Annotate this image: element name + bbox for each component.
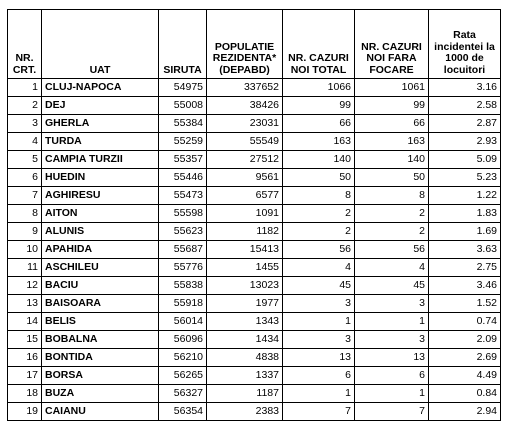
siruta-cell[interactable]: 55918 [159, 295, 207, 313]
uat-cell[interactable]: BONTIDA [42, 349, 159, 367]
rata-cell[interactable]: 2.75 [429, 259, 501, 277]
cazuri-fara-focare-cell[interactable]: 1 [355, 313, 429, 331]
cazuri-total-cell[interactable]: 99 [283, 97, 355, 115]
table-header [8, 10, 501, 79]
cazuri-total-cell[interactable]: 13 [283, 349, 355, 367]
nr-crt-cell[interactable]: 16 [8, 349, 42, 367]
cazuri-fara-focare-cell[interactable]: 3 [355, 331, 429, 349]
cazuri-total-cell[interactable]: 163 [283, 133, 355, 151]
cazuri-total-cell[interactable]: 3 [283, 331, 355, 349]
table-row [8, 403, 501, 421]
populatie-cell[interactable]: 27512 [207, 151, 283, 169]
nr-crt-cell[interactable]: 18 [8, 385, 42, 403]
populatie-cell[interactable]: 15413 [207, 241, 283, 259]
rata-cell[interactable]: 4.49 [429, 367, 501, 385]
header-cazuri-fara-focare[interactable]: NR. CAZURI NOI FARA FOCARE [355, 10, 429, 79]
uat-cell[interactable]: BACIU [42, 277, 159, 295]
table-row [8, 367, 501, 385]
header-nr-crt[interactable]: NR. CRT. [8, 10, 42, 79]
uat-cell[interactable]: BOBALNA [42, 331, 159, 349]
table-row [8, 205, 501, 223]
rata-cell[interactable]: 3.16 [429, 79, 501, 97]
siruta-cell[interactable]: 55473 [159, 187, 207, 205]
cazuri-fara-focare-cell[interactable]: 1 [355, 385, 429, 403]
header-rata-incidentei[interactable]: Rata incidentei la 1000 de locuitori [429, 10, 501, 79]
uat-cell[interactable]: TURDA [42, 133, 159, 151]
nr-crt-cell[interactable]: 1 [8, 79, 42, 97]
cazuri-fara-focare-cell[interactable]: 7 [355, 403, 429, 421]
rata-cell[interactable]: 2.93 [429, 133, 501, 151]
populatie-cell[interactable]: 38426 [207, 97, 283, 115]
cazuri-fara-focare-cell[interactable]: 163 [355, 133, 429, 151]
nr-crt-cell[interactable]: 8 [8, 205, 42, 223]
populatie-cell[interactable]: 2383 [207, 403, 283, 421]
rata-cell[interactable]: 2.69 [429, 349, 501, 367]
siruta-cell[interactable]: 55357 [159, 151, 207, 169]
nr-crt-cell[interactable]: 10 [8, 241, 42, 259]
cazuri-fara-focare-cell[interactable]: 50 [355, 169, 429, 187]
nr-crt-cell[interactable]: 9 [8, 223, 42, 241]
siruta-cell[interactable]: 56265 [159, 367, 207, 385]
table-row [8, 277, 501, 295]
cazuri-fara-focare-cell[interactable]: 3 [355, 295, 429, 313]
uat-cell[interactable]: AITON [42, 205, 159, 223]
nr-crt-cell[interactable]: 12 [8, 277, 42, 295]
table-row [8, 295, 501, 313]
uat-cell[interactable]: GHERLA [42, 115, 159, 133]
cazuri-total-cell[interactable]: 1 [283, 313, 355, 331]
cazuri-total-cell[interactable]: 8 [283, 187, 355, 205]
incidence-table [7, 9, 501, 421]
populatie-cell[interactable]: 1434 [207, 331, 283, 349]
cazuri-fara-focare-cell[interactable]: 56 [355, 241, 429, 259]
uat-cell[interactable]: CAMPIA TURZII [42, 151, 159, 169]
table-row [8, 223, 501, 241]
nr-crt-cell[interactable]: 7 [8, 187, 42, 205]
populatie-cell[interactable]: 1091 [207, 205, 283, 223]
table-row [8, 115, 501, 133]
rata-cell[interactable]: 0.84 [429, 385, 501, 403]
siruta-cell[interactable]: 56014 [159, 313, 207, 331]
populatie-cell[interactable]: 4838 [207, 349, 283, 367]
uat-cell[interactable]: APAHIDA [42, 241, 159, 259]
uat-cell[interactable]: BORSA [42, 367, 159, 385]
uat-cell[interactable]: DEJ [42, 97, 159, 115]
header-populatie[interactable]: POPULATIE REZIDENTA* (DEPABD) [207, 10, 283, 79]
cazuri-total-cell[interactable]: 7 [283, 403, 355, 421]
rata-cell[interactable]: 1.52 [429, 295, 501, 313]
cazuri-fara-focare-cell[interactable]: 45 [355, 277, 429, 295]
cazuri-total-cell[interactable]: 2 [283, 205, 355, 223]
table-row [8, 133, 501, 151]
rata-cell[interactable]: 2.87 [429, 115, 501, 133]
siruta-cell[interactable]: 55259 [159, 133, 207, 151]
rata-cell[interactable]: 0.74 [429, 313, 501, 331]
cazuri-total-cell[interactable]: 56 [283, 241, 355, 259]
cazuri-fara-focare-cell[interactable]: 1061 [355, 79, 429, 97]
cazuri-fara-focare-cell[interactable]: 8 [355, 187, 429, 205]
populatie-cell[interactable]: 1187 [207, 385, 283, 403]
nr-crt-cell[interactable]: 19 [8, 403, 42, 421]
cazuri-fara-focare-cell[interactable]: 66 [355, 115, 429, 133]
table-row [8, 331, 501, 349]
header-siruta[interactable]: SIRUTA [159, 10, 207, 79]
table-row [8, 241, 501, 259]
rata-cell[interactable]: 1.22 [429, 187, 501, 205]
table-row [8, 97, 501, 115]
uat-cell[interactable]: CLUJ-NAPOCA [42, 79, 159, 97]
cazuri-total-cell[interactable]: 2 [283, 223, 355, 241]
uat-cell[interactable]: CAIANU [42, 403, 159, 421]
siruta-cell[interactable]: 55598 [159, 205, 207, 223]
rata-cell[interactable]: 1.69 [429, 223, 501, 241]
uat-cell[interactable]: BUZA [42, 385, 159, 403]
populatie-cell[interactable]: 55549 [207, 133, 283, 151]
cazuri-fara-focare-cell[interactable]: 140 [355, 151, 429, 169]
nr-crt-cell[interactable]: 14 [8, 313, 42, 331]
nr-crt-cell[interactable]: 15 [8, 331, 42, 349]
table-row [8, 313, 501, 331]
table-row [8, 79, 501, 97]
nr-crt-cell[interactable]: 11 [8, 259, 42, 277]
nr-crt-cell[interactable]: 6 [8, 169, 42, 187]
cazuri-fara-focare-cell[interactable]: 4 [355, 259, 429, 277]
table-row [8, 187, 501, 205]
header-row [8, 10, 501, 79]
cazuri-fara-focare-cell[interactable]: 99 [355, 97, 429, 115]
cazuri-total-cell[interactable]: 3 [283, 295, 355, 313]
nr-crt-cell[interactable]: 2 [8, 97, 42, 115]
nr-crt-cell[interactable]: 3 [8, 115, 42, 133]
uat-cell[interactable]: BELIS [42, 313, 159, 331]
populatie-cell[interactable]: 23031 [207, 115, 283, 133]
uat-cell[interactable]: ALUNIS [42, 223, 159, 241]
siruta-cell[interactable]: 55838 [159, 277, 207, 295]
table-row [8, 259, 501, 277]
data-sheet [7, 9, 501, 421]
table-row [8, 169, 501, 187]
cazuri-fara-focare-cell[interactable]: 13 [355, 349, 429, 367]
siruta-cell[interactable]: 55687 [159, 241, 207, 259]
rata-cell[interactable]: 2.09 [429, 331, 501, 349]
cazuri-total-cell[interactable]: 6 [283, 367, 355, 385]
cazuri-total-cell[interactable]: 1 [283, 385, 355, 403]
uat-cell[interactable]: AGHIRESU [42, 187, 159, 205]
nr-crt-cell[interactable]: 5 [8, 151, 42, 169]
populatie-cell[interactable]: 1977 [207, 295, 283, 313]
siruta-cell[interactable]: 55623 [159, 223, 207, 241]
table-row [8, 385, 501, 403]
populatie-cell[interactable]: 1337 [207, 367, 283, 385]
cazuri-fara-focare-cell[interactable]: 2 [355, 223, 429, 241]
table-body [8, 79, 501, 421]
nr-crt-cell[interactable]: 17 [8, 367, 42, 385]
siruta-cell[interactable]: 56354 [159, 403, 207, 421]
cazuri-total-cell[interactable]: 4 [283, 259, 355, 277]
cazuri-total-cell[interactable]: 66 [283, 115, 355, 133]
siruta-cell[interactable]: 54975 [159, 79, 207, 97]
header-cazuri-total[interactable]: NR. CAZURI NOI TOTAL [283, 10, 355, 79]
table-row [8, 349, 501, 367]
cazuri-total-cell[interactable]: 1066 [283, 79, 355, 97]
rata-cell[interactable]: 2.94 [429, 403, 501, 421]
cazuri-total-cell[interactable]: 140 [283, 151, 355, 169]
populatie-cell[interactable]: 1455 [207, 259, 283, 277]
siruta-cell[interactable]: 55776 [159, 259, 207, 277]
rata-cell[interactable]: 2.58 [429, 97, 501, 115]
siruta-cell[interactable]: 56210 [159, 349, 207, 367]
uat-cell[interactable]: HUEDIN [42, 169, 159, 187]
rata-cell[interactable]: 1.83 [429, 205, 501, 223]
rata-cell[interactable]: 3.63 [429, 241, 501, 259]
rata-cell[interactable]: 5.23 [429, 169, 501, 187]
siruta-cell[interactable]: 55384 [159, 115, 207, 133]
uat-cell[interactable]: BAISOARA [42, 295, 159, 313]
cazuri-fara-focare-cell[interactable]: 2 [355, 205, 429, 223]
populatie-cell[interactable]: 6577 [207, 187, 283, 205]
rata-cell[interactable]: 3.46 [429, 277, 501, 295]
populatie-cell[interactable]: 337652 [207, 79, 283, 97]
siruta-cell[interactable]: 56327 [159, 385, 207, 403]
table-row [8, 151, 501, 169]
populatie-cell[interactable]: 1182 [207, 223, 283, 241]
header-uat[interactable]: UAT [42, 10, 159, 79]
nr-crt-cell[interactable]: 4 [8, 133, 42, 151]
populatie-cell[interactable]: 9561 [207, 169, 283, 187]
rata-cell[interactable]: 5.09 [429, 151, 501, 169]
cazuri-fara-focare-cell[interactable]: 6 [355, 367, 429, 385]
cazuri-total-cell[interactable]: 50 [283, 169, 355, 187]
uat-cell[interactable]: ASCHILEU [42, 259, 159, 277]
cazuri-total-cell[interactable]: 45 [283, 277, 355, 295]
siruta-cell[interactable]: 55008 [159, 97, 207, 115]
siruta-cell[interactable]: 55446 [159, 169, 207, 187]
nr-crt-cell[interactable]: 13 [8, 295, 42, 313]
populatie-cell[interactable]: 13023 [207, 277, 283, 295]
siruta-cell[interactable]: 56096 [159, 331, 207, 349]
populatie-cell[interactable]: 1343 [207, 313, 283, 331]
